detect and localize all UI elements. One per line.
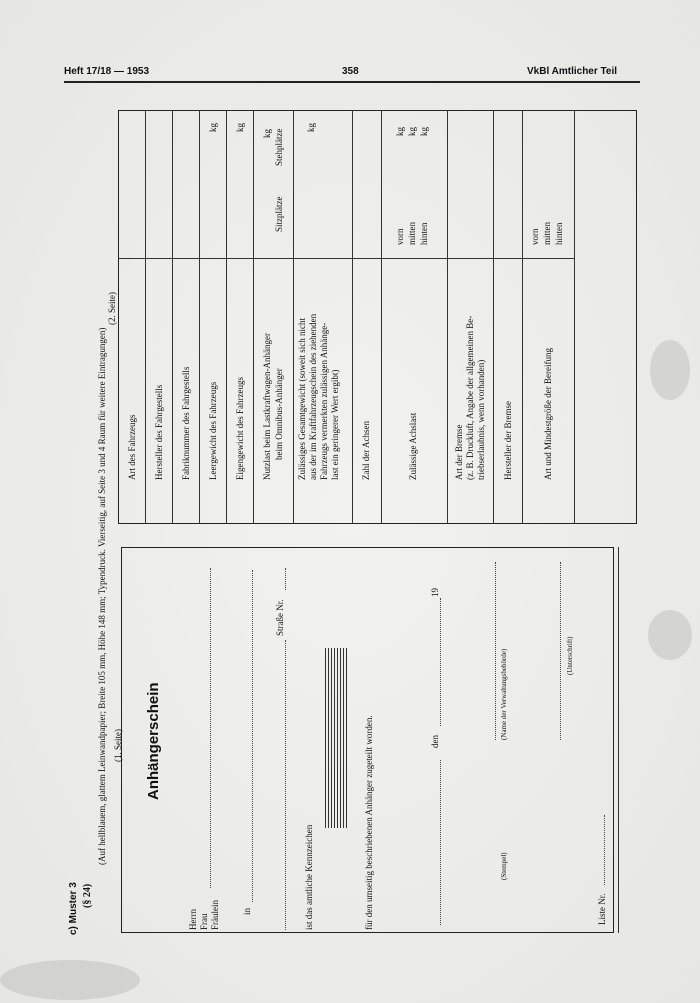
authority-field[interactable]	[495, 562, 496, 740]
form-page2	[118, 110, 637, 524]
header-left: Heft 17/18 — 1953	[64, 66, 150, 77]
street-number-field[interactable]	[285, 568, 286, 590]
row-label-hersteller: Hersteller des Fahrgestells	[154, 384, 164, 480]
row-label-nutzlast-2: beim Omnibus-Anhänger	[274, 368, 284, 460]
street-field[interactable]	[285, 640, 286, 930]
date-field[interactable]	[440, 598, 441, 726]
row-label-hersteller-bremse: Hersteller der Bremse	[503, 401, 513, 480]
scan-smudge	[650, 340, 690, 400]
row-label-bereifung: Art und Mindestgröße der Bereifung	[543, 348, 553, 480]
row-label-gesamtgewicht-4: last ein geringerer Wert ergibt)	[330, 369, 340, 480]
row-unit-hinten: kg	[419, 127, 429, 136]
table-col-divider-1	[118, 258, 574, 259]
form-divider	[618, 547, 619, 933]
row-label-bremse-2: (z. B. Druckluft, Angabe der allgemeinen Be-	[465, 315, 475, 480]
row-unit-gesamtgewicht: kg	[306, 123, 316, 132]
row-line	[253, 110, 254, 524]
name-field[interactable]	[210, 568, 211, 888]
row-sitzplaetze: Sitzplätze	[274, 196, 284, 232]
row-label-gesamtgewicht-1: Zulässiges Gesamtgewicht (soweit sich nicht	[297, 318, 307, 480]
row-label-leergewicht: Leergewicht des Fahrzeugs	[208, 381, 218, 480]
row-line	[199, 110, 200, 524]
row-tire-hinten: hinten	[554, 222, 564, 245]
row-label-achsen: Zahl der Achsen	[361, 421, 371, 480]
row-label-gesamtgewicht-2: aus der im Kraftfahrzeugschein des ziehenden	[308, 313, 318, 480]
row-label-eigengewicht: Eigengewicht des Fahrzeugs	[235, 377, 245, 480]
salutation-herrn: Herrn	[188, 909, 198, 930]
row-unit-eigengewicht: kg	[235, 123, 245, 132]
row-line	[522, 110, 523, 524]
liste-field[interactable]	[604, 815, 605, 885]
row-line	[352, 110, 353, 524]
scan-smudge	[648, 610, 692, 660]
row-label-bremse-1: Art der Bremse	[454, 424, 464, 480]
row-line	[493, 110, 494, 524]
page1-title: Anhängerschein	[145, 682, 162, 800]
stempel-label: (Stempel)	[500, 852, 508, 880]
salutation-frau: Frau	[199, 913, 209, 930]
row-line	[293, 110, 294, 524]
row-axle-vorn: vorn	[395, 228, 405, 245]
signature-field[interactable]	[560, 562, 561, 740]
row-label-nutzlast-1: Nutzlast beim Lastkraftwagen-Anhänger	[262, 333, 272, 480]
row-line	[226, 110, 227, 524]
row-label-achslast: Zulässige Achslast	[408, 412, 418, 480]
page2-marker: (2. Seite)	[107, 292, 117, 325]
muster-note: (Auf hellblauem, glattem Leinwandpapier; Breite 105 mm, Höhe 148 mm; Typendruck. Vierseitig, auf Seite 3 und 4 Raum für weitere Eintragungen)	[97, 327, 107, 865]
row-stehplaetze: Stehplätze	[274, 128, 284, 166]
kennzeichen-label: ist das amtliche Kennzeichen	[304, 824, 314, 930]
place-field[interactable]	[440, 760, 441, 925]
row-line	[381, 110, 382, 524]
liste-label: Liste Nr.	[597, 893, 607, 925]
trailer-text: für den umseitig beschriebenen Anhänger zugeteilt worden.	[364, 715, 374, 930]
salutation-fraeulein: Fräulein	[210, 900, 220, 930]
row-axle-hinten: hinten	[419, 222, 429, 245]
row-unit-vorn: kg	[395, 127, 405, 136]
row-axle-mitten: mitten	[407, 222, 417, 245]
row-label-gesamtgewicht-3: Fahrzeugs vermerkten zulässigen Anhänge-	[319, 322, 329, 480]
page-number: 358	[342, 66, 359, 77]
scan-smudge	[0, 960, 140, 1000]
date-den: den	[430, 735, 440, 748]
muster-label: c) Muster 3	[68, 882, 79, 935]
page1-marker: (1. Seite)	[113, 729, 123, 762]
row-line	[447, 110, 448, 524]
row-label-fabriknummer: Fabriknummer des Fahrgestells	[181, 366, 191, 480]
behoerde-label: (Name der Verwaltungsbehörde)	[500, 648, 508, 740]
muster-paragraph: (§ 24)	[82, 883, 93, 908]
row-line	[145, 110, 146, 524]
kennzeichen-field[interactable]	[325, 648, 349, 828]
in-label: in	[242, 907, 252, 915]
row-line	[172, 110, 173, 524]
row-unit-nutzlast: kg	[262, 129, 272, 138]
unterschrift-label: (Unterschrift)	[566, 636, 574, 675]
row-unit-mitten: kg	[407, 127, 417, 136]
row-tire-mitten: mitten	[542, 222, 552, 245]
date-year: 19	[430, 588, 440, 597]
street-label: Straße Nr.	[275, 599, 285, 636]
city-field[interactable]	[252, 570, 253, 902]
row-label-art: Art des Fahrzeugs	[127, 414, 137, 480]
header-rule	[64, 81, 640, 83]
row-unit-leergewicht: kg	[208, 123, 218, 132]
header-right: VkBl Amtlicher Teil	[527, 66, 618, 77]
row-tire-vorn: vorn	[530, 228, 540, 245]
row-label-bremse-3: triebserlaubnis, wenn vorhanden)	[476, 359, 486, 480]
row-line	[574, 110, 575, 524]
